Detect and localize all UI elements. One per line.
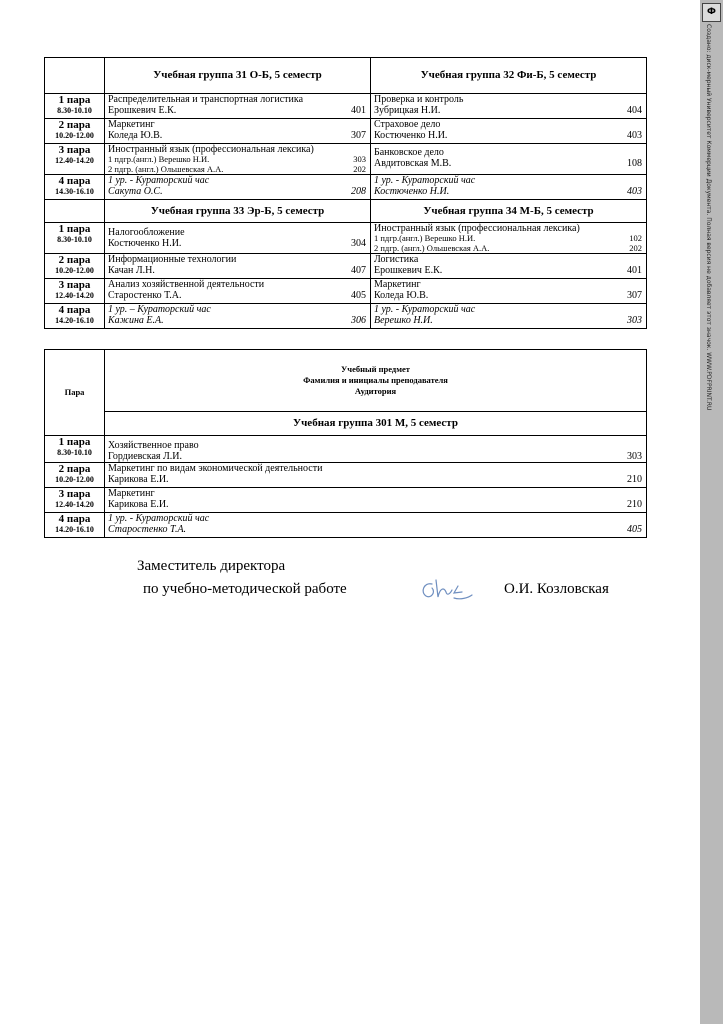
subject: Маркетинг по видам экономической деятельности [108, 463, 323, 474]
handwritten-signature-icon [418, 576, 473, 604]
group-header-33: Учебная группа 33 Эр-Б, 5 семестр [105, 200, 371, 223]
pair-time: 12.40-14.20 [55, 156, 94, 165]
subject: Распределительная и транспортная логистика [108, 94, 304, 105]
pair-number: 2 пара [58, 119, 91, 131]
teacher: 2 пдгр. (англ.) Ольшевская А.А. [374, 242, 490, 253]
table-row [45, 144, 647, 175]
teacher: Старостенко Т.А. [108, 290, 182, 301]
room: 405 [351, 290, 366, 301]
teacher: Качан Л.Н. [108, 265, 155, 276]
subject: Маркетинг [374, 279, 421, 290]
group-header-row [45, 200, 647, 223]
room: 403 [627, 130, 642, 141]
pair-number: 3 пара [58, 144, 91, 156]
room: 208 [351, 186, 366, 197]
teacher: Гордиевская Л.И. [108, 451, 182, 462]
signature-title-line2: по учебно-методической работе [143, 581, 347, 597]
group-header-301: Учебная группа 301 М, 5 семестр [105, 412, 647, 436]
table-row [45, 488, 647, 513]
teacher: Кажина Е.А. [108, 315, 164, 326]
pair-number: 2 пара [58, 463, 91, 475]
room: 202 [353, 163, 366, 174]
subject: Информационные технологии [108, 254, 237, 265]
table-row [45, 304, 647, 329]
pair-time: 8.30-10.10 [57, 448, 92, 457]
empty-header-cell [45, 200, 105, 223]
subject: Анализ хозяйственной деятельности [108, 279, 265, 290]
pair-number: 3 пара [58, 488, 91, 500]
pair-time: 8.30-10.10 [57, 106, 92, 115]
room: 307 [351, 130, 366, 141]
column-legend [105, 350, 647, 412]
teacher: Коледа Ю.В. [374, 290, 429, 301]
table-row [45, 175, 647, 200]
signature-title-line1: Заместитель директора [137, 558, 286, 574]
table-row [45, 436, 647, 463]
room: 102 [629, 233, 642, 243]
pair-number: 4 пара [58, 175, 91, 187]
legend-teacher: Фамилия и инициалы преподавателя [303, 375, 448, 385]
room: 108 [627, 158, 642, 169]
teacher: Карикова Е.И. [108, 499, 169, 510]
subject: 1 ур. – Кураторский час [108, 304, 211, 315]
teacher: Костюченко Н.И. [374, 186, 450, 197]
room: 407 [351, 265, 366, 276]
teacher: Карикова Е.И. [108, 474, 169, 485]
legend-room: Аудитория [354, 386, 397, 396]
table-row [45, 463, 647, 488]
pair-time: 10.20-12.00 [55, 475, 94, 484]
table-row [45, 279, 647, 304]
pair-time: 14.20-16.10 [55, 525, 94, 534]
pair-number: 3 пара [58, 279, 91, 291]
signature-name: О.И. Козловская [504, 581, 609, 597]
pair-time: 12.40-14.20 [55, 500, 94, 509]
header-row [45, 350, 647, 412]
legend-subject: Учебный предмет [341, 364, 410, 374]
subject: Маркетинг [108, 488, 155, 499]
table-row [45, 254, 647, 279]
teacher: 1 пдгр.(англ.) Верешко Н.И. [374, 233, 476, 243]
schedule-table-groups [44, 57, 647, 329]
table-row [45, 119, 647, 144]
teacher: Старостенко Т.А. [108, 524, 187, 535]
pair-time: 12.40-14.20 [55, 291, 94, 300]
pair-number: 1 пара [58, 223, 91, 235]
room: 303 [627, 451, 642, 462]
pair-number: 2 пара [58, 254, 91, 266]
watermark-text: Создано: диск-мерный Университет Коммерции Документа. Полная версия не добавляет этот значок. WWW.PDFPRINT.RU [705, 24, 712, 411]
teacher: Коледа Ю.В. [108, 130, 163, 141]
table-row [45, 513, 647, 538]
pair-number: 4 пара [58, 304, 91, 316]
group-header-32: Учебная группа 32 Фи-Б, 5 семестр [371, 58, 647, 94]
pair-time: 8.30-10.10 [57, 235, 92, 244]
subject: Маркетинг [108, 119, 155, 130]
room: 210 [627, 474, 642, 485]
room: 404 [627, 105, 642, 116]
pair-time: 14.30-16.10 [55, 187, 94, 196]
room: 306 [351, 315, 366, 326]
table-row [45, 223, 647, 254]
room: 401 [351, 105, 366, 116]
teacher: Костюченко Н.И. [108, 238, 182, 249]
room: 403 [627, 186, 642, 197]
room: 307 [627, 290, 642, 301]
subject: Страховое дело [374, 119, 441, 130]
teacher: Ерошкевич Е.К. [108, 105, 177, 116]
subject: Банковское дело [374, 147, 444, 158]
room: 303 [353, 154, 366, 164]
room: 210 [627, 499, 642, 510]
room: 202 [629, 242, 642, 253]
subject: Иностранный язык (профессиональная лексика) [108, 144, 314, 155]
subject: Налогообложение [108, 227, 185, 238]
group-header-31: Учебная группа 31 О-Б, 5 семестр [105, 58, 371, 94]
pair-number: 1 пара [58, 436, 91, 448]
empty-header-cell [45, 58, 105, 94]
pdf-logo-icon: Ф [702, 3, 721, 22]
room: 405 [627, 524, 642, 535]
pair-number: 4 пара [58, 513, 91, 525]
subject: 1 ур. - Кураторский час [108, 513, 210, 524]
table-row [45, 94, 647, 119]
teacher: Костюченко Н.И. [374, 130, 448, 141]
subject: Проверка и контроль [374, 94, 464, 105]
subject: 1 ур. - Кураторский час [374, 175, 476, 186]
header-row [45, 58, 647, 94]
teacher: Верешко Н.И. [374, 315, 433, 326]
room: 304 [351, 238, 366, 249]
subject: 1 ур. - Кураторский час [374, 304, 476, 315]
teacher: Зубрицкая Н.И. [374, 105, 441, 116]
room: 401 [627, 265, 642, 276]
subject: Хозяйственное право [108, 440, 199, 451]
room: 303 [627, 315, 642, 326]
pair-number: 1 пара [58, 94, 91, 106]
watermark-strip [700, 0, 723, 1024]
pair-time: 14.20-16.10 [55, 316, 94, 325]
teacher: Сакута О.С. [108, 186, 163, 197]
teacher: 1 пдгр.(англ.) Верешко Н.И. [108, 154, 210, 164]
subject: Иностранный язык (профессиональная лексика) [374, 223, 580, 234]
schedule-table-301 [44, 349, 647, 538]
subject: Логистика [374, 254, 419, 265]
subject: 1 ур. - Кураторский час [108, 175, 210, 186]
para-label: Пара [45, 350, 105, 436]
group-header-34: Учебная группа 34 М-Б, 5 семестр [371, 200, 647, 223]
pair-time: 10.20-12.00 [55, 266, 94, 275]
teacher: Авдитовская М.В. [374, 158, 452, 169]
teacher: 2 пдгр. (англ.) Ольшевская А.А. [108, 163, 224, 174]
pair-time: 10.20-12.00 [55, 131, 94, 140]
teacher: Ерошкевич Е.К. [374, 265, 443, 276]
